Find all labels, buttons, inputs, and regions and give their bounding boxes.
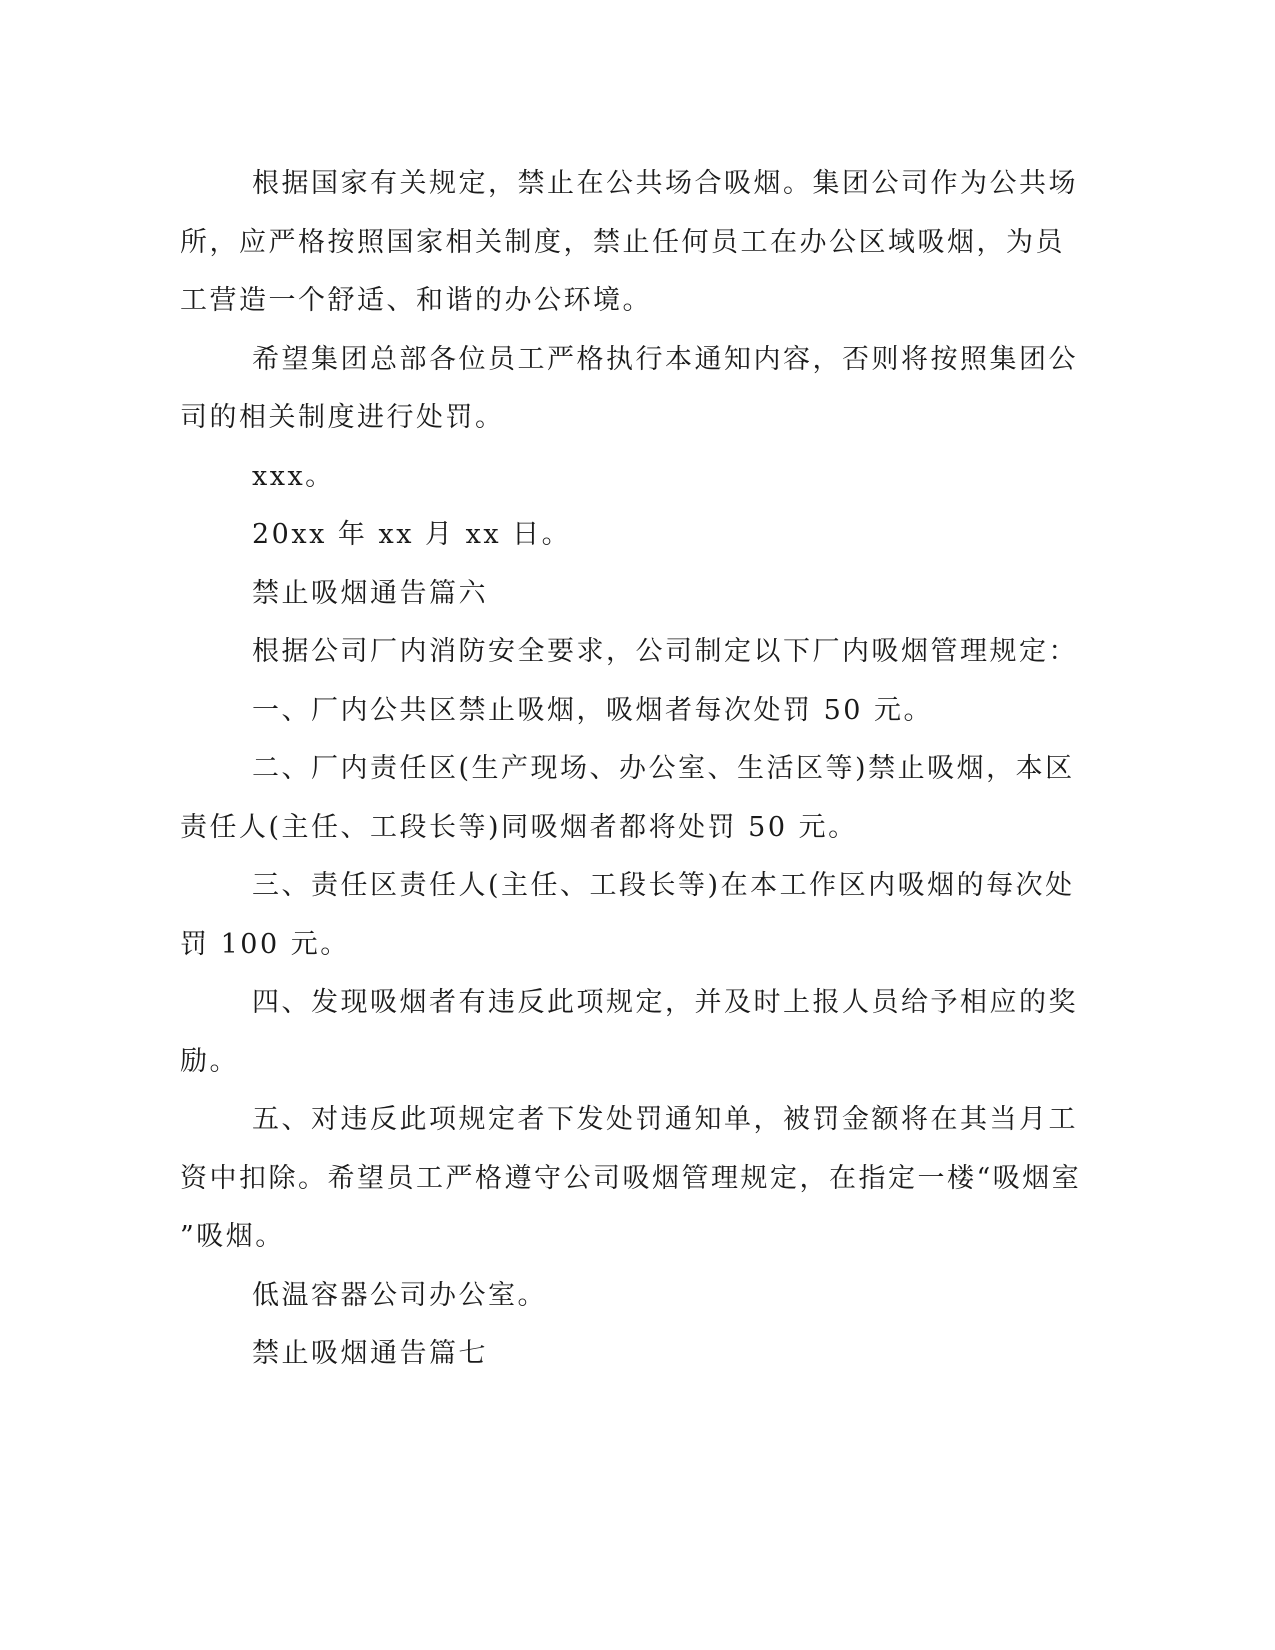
paragraph-line: 资中扣除。希望员工严格遵守公司吸烟管理规定，在指定一楼“吸烟室	[180, 1162, 1082, 1194]
signature-line: 低温容器公司办公室。	[252, 1279, 547, 1311]
rule-item-4: 四、发现吸烟者有违反此项规定，并及时上报人员给予相应的奖	[252, 987, 1078, 1018]
rule-item-1: 一、厂内公共区禁止吸烟，吸烟者每次处罚 50 元。	[252, 694, 934, 726]
paragraph-line: 责任人(主任、工段长等)同吸烟者都将处罚 50 元。	[180, 811, 858, 843]
section-heading: 禁止吸烟通告篇七	[252, 1338, 488, 1369]
paragraph-line: 根据公司厂内消防安全要求，公司制定以下厂内吸烟管理规定：	[252, 636, 1078, 667]
paragraph-line: 励。	[180, 1045, 239, 1077]
paragraph-line: 根据国家有关规定，禁止在公共场合吸烟。集团公司作为公共场	[252, 168, 1078, 199]
paragraph-line: 罚 100 元。	[180, 928, 350, 960]
paragraph-line: 工营造一个舒适、和谐的办公环境。	[180, 285, 652, 316]
paragraph-line: 希望集团总部各位员工严格执行本通知内容，否则将按照集团公	[252, 343, 1078, 375]
paragraph-line: 所，应严格按照国家相关制度，禁止任何员工在办公区域吸烟，为员	[180, 226, 1065, 258]
rule-item-2: 二、厂内责任区(生产现场、办公室、生活区等)禁止吸烟，本区	[252, 753, 1075, 784]
paragraph-line: 司的相关制度进行处罚。	[180, 402, 505, 433]
paragraph-line: ”吸烟。	[180, 1221, 285, 1252]
date-line: 20xx 年 xx 月 xx 日。	[252, 519, 572, 550]
document-body	[180, 155, 1082, 1384]
section-heading: 禁止吸烟通告篇六	[252, 577, 488, 609]
rule-item-5: 五、对违反此项规定者下发处罚通知单，被罚金额将在其当月工	[252, 1104, 1078, 1135]
signature-line: xxx。	[252, 460, 335, 492]
rule-item-3: 三、责任区责任人(主任、工段长等)在本工作区内吸烟的每次处	[252, 870, 1075, 901]
